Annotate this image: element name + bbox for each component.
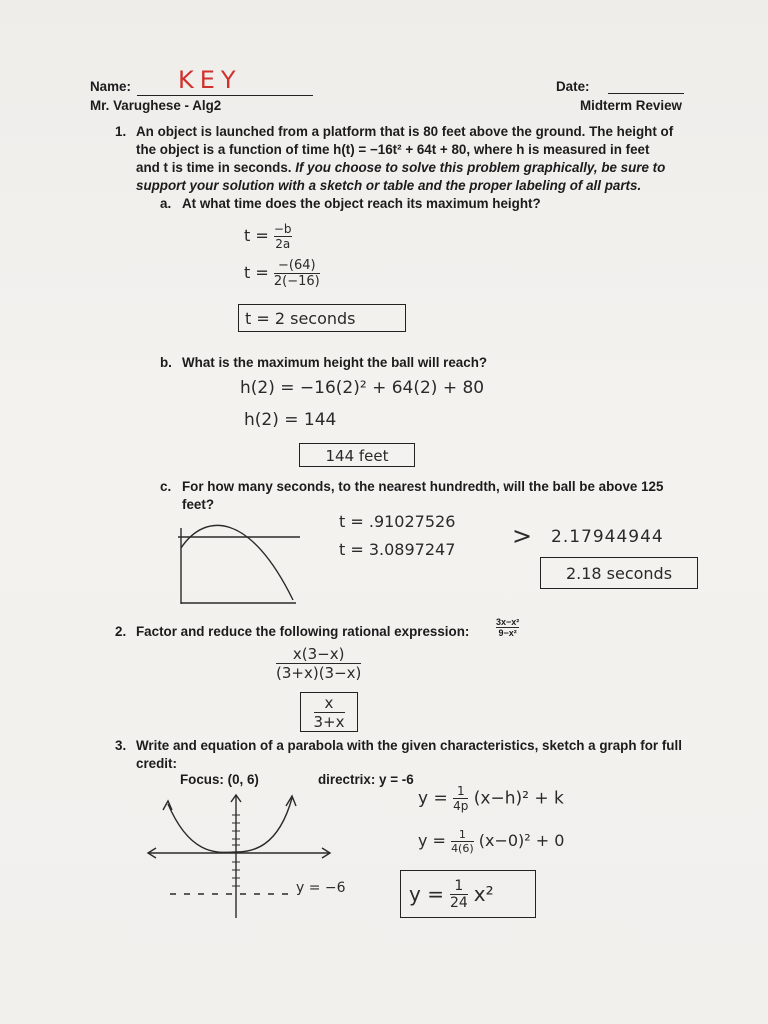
q2-expression <box>496 617 519 638</box>
q3-l1-lhs: y = <box>418 788 448 809</box>
q1b-answer-box: 144 feet <box>299 443 415 467</box>
q1a-l1-lhs: t = <box>244 226 269 245</box>
q3-l2-lhs: y = <box>418 831 446 850</box>
q1-number: 1. <box>115 124 127 139</box>
q1c-difference: 2.17944944 <box>551 527 664 547</box>
q3-work-line2 <box>418 828 564 855</box>
q3-ans-lhs: y = <box>409 882 444 906</box>
q2-answer-fraction <box>314 694 345 731</box>
q1b-work-line1: h(2) = −16(2)² + 64(2) + 80 <box>240 378 485 398</box>
q1-line3-text: and t is time in seconds. <box>136 160 292 175</box>
q1-line4: support your solution with a sketch or table and the proper labeling of all parts. <box>136 178 642 193</box>
q1c-root1: t = .91027526 <box>339 512 456 531</box>
q2-expression-fraction <box>496 617 519 638</box>
q1b-work-line2: h(2) = 144 <box>244 410 337 430</box>
q1c-answer-box: 2.18 seconds <box>540 557 698 589</box>
q3-l2-rest: (x−0)² + 0 <box>478 831 565 850</box>
q3-text2: credit: <box>136 756 177 771</box>
q2-work-den: (3+x)(3−x) <box>276 664 362 682</box>
q3-l2-den: 4(6) <box>451 842 474 855</box>
q1b-label: b. <box>160 355 172 370</box>
q3-l1-fraction <box>453 784 468 813</box>
q3-l1-rest: (x−h)² + k <box>473 788 564 809</box>
q1-line3-italic: If you choose to solve this problem graphically, be sure to <box>295 160 666 175</box>
q1a-l1-num: −b <box>273 222 292 236</box>
q3-curve-left-arrow <box>163 801 172 810</box>
q1a-l2-num: −(64) <box>278 258 316 273</box>
teacher-course: Mr. Varughese - Alg2 <box>90 98 222 113</box>
q2-expr-num: 3x−x² <box>496 617 520 627</box>
q1c-text2: feet? <box>182 497 214 512</box>
q3-l2-num: 1 <box>458 828 466 841</box>
q3-ans-den: 24 <box>449 894 468 911</box>
q1c-arrow: > <box>512 522 533 550</box>
q3-ans-num: 1 <box>454 877 464 894</box>
q2-ans-num: x <box>324 693 334 712</box>
q3-parabola-curve <box>168 798 292 852</box>
q3-directrix: directrix: y = -6 <box>318 772 414 787</box>
q2-ans-den: 3+x <box>313 712 345 731</box>
q1a-l2-lhs: t = <box>244 263 269 282</box>
q1c-parabola-sketch <box>178 525 300 604</box>
q3-l1-num: 1 <box>456 784 465 798</box>
q1c-root2: t = 3.0897247 <box>339 540 456 559</box>
q3-text: Write and equation of a parabola with the given characteristics, sketch a graph for full <box>136 738 682 753</box>
q1a-text: At what time does the object reach its maximum height? <box>182 196 541 211</box>
q3-number: 3. <box>115 738 127 753</box>
q1c-text: For how many seconds, to the nearest hundredth, will the ball be above 125 <box>182 479 664 494</box>
q2-work-num: x(3−x) <box>292 645 345 663</box>
q3-l2-fraction <box>451 828 474 855</box>
name-value-key: KEY <box>178 66 242 94</box>
q2-text: Factor and reduce the following rational expression: <box>136 624 470 639</box>
name-label: Name: <box>90 79 131 94</box>
q1a-l1-den: 2a <box>275 237 291 251</box>
q2-work-fraction <box>276 645 361 682</box>
q3-focus: Focus: (0, 6) <box>180 772 259 787</box>
q2-number: 2. <box>115 624 127 639</box>
q1b-text: What is the maximum height the ball will reach? <box>182 355 488 370</box>
q3-work-line1 <box>418 784 564 813</box>
q3-parabola-sketch <box>148 795 330 918</box>
q1a-l2-den: 2(−16) <box>273 274 320 289</box>
q2-work <box>276 645 361 682</box>
q3-graph-directrix-label: y = −6 <box>296 880 346 896</box>
q1c-label: c. <box>160 479 172 494</box>
q1-line2: the object is a function of time h(t) = −16t² + 64t + 80, where h is measured in feet <box>136 142 650 157</box>
date-label: Date: <box>556 79 590 94</box>
q1a-answer-box: t = 2 seconds <box>238 304 406 332</box>
q3-ans-rest: x² <box>473 882 494 906</box>
q3-ans-fraction <box>450 878 468 911</box>
page-title: Midterm Review <box>580 98 682 113</box>
q2-answer-box <box>300 692 358 732</box>
q2-expr-den: 9−x² <box>498 628 517 638</box>
q1-line1: An object is launched from a platform that is 80 feet above the ground. The height of <box>136 124 674 139</box>
q1a-label: a. <box>160 196 172 211</box>
q3-answer-box <box>400 870 536 918</box>
q3-l1-den: 4p <box>453 799 469 813</box>
